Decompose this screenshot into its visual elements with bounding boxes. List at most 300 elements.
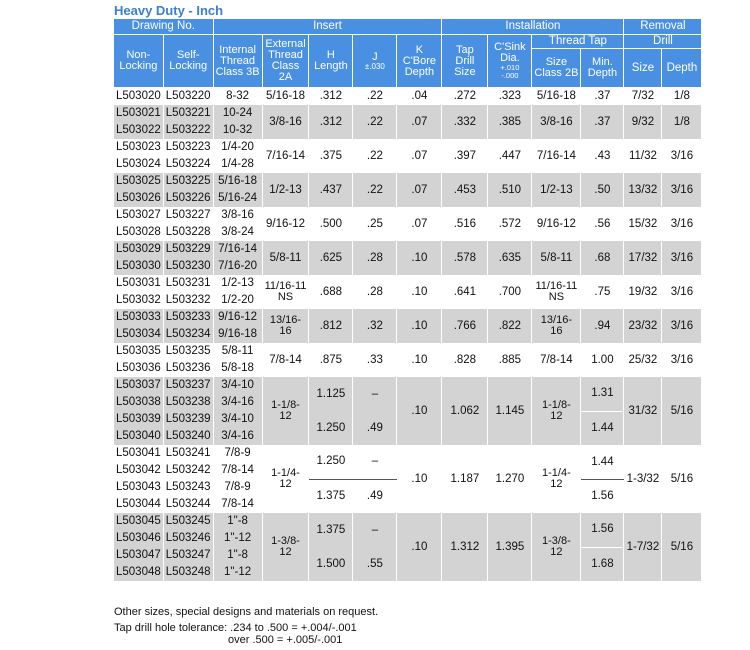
cell-self-locking: L503223 [163, 139, 213, 156]
cell-drill-depth: 5/16 [662, 377, 702, 445]
header-j [353, 35, 397, 88]
cell-text: Depth [404, 65, 435, 78]
cell-self-locking: L503238 [163, 394, 213, 411]
cell-min-depth: 1.00 [581, 343, 624, 377]
cell-self-locking: L503234 [163, 326, 213, 343]
cell-csink-dia: 1.270 [488, 445, 532, 513]
cell-h-length: .688 [309, 275, 353, 309]
cell-self-locking: L503239 [163, 411, 213, 428]
cell-self-locking: L503220 [163, 88, 213, 106]
cell-non-locking: L503023 [114, 139, 164, 156]
cell-internal-thread: 3/8-24 [213, 224, 262, 241]
table-row [114, 513, 702, 530]
cell-internal-thread: 7/16-14 [213, 241, 262, 258]
cell-text: 16 [279, 325, 292, 337]
cell-text: Tap [456, 43, 474, 56]
cell-h-length: .312 [309, 105, 353, 139]
cell-text: External [265, 38, 306, 50]
cell-k-depth: .10 [397, 275, 442, 309]
cell-k-depth: .07 [397, 105, 442, 139]
cell-self-locking: L503235 [163, 343, 213, 360]
cell-min-depth: .68 [581, 241, 624, 275]
cell-text: 16 [550, 325, 563, 337]
cell-self-locking: L503242 [163, 462, 213, 479]
cell-text: Self- [176, 49, 200, 61]
cell-min-depth: .94 [581, 309, 624, 343]
table-row [114, 377, 702, 394]
cell-h-length: .875 [309, 343, 353, 377]
cell-text: 1-3/8- [271, 535, 300, 547]
cell-csink-dia: .385 [488, 105, 532, 139]
cell-min-depth: 1.31 [581, 377, 624, 411]
cell-drill-depth: 3/16 [662, 275, 702, 309]
cell-j-value: .49 [353, 479, 397, 513]
cell-text: 12 [279, 478, 292, 490]
cell-non-locking: L503043 [114, 479, 164, 496]
cell-drill-depth: 3/16 [662, 139, 702, 173]
cell-j-value: .22 [353, 105, 397, 139]
cell-min-depth: .37 [581, 105, 624, 139]
table-row [114, 88, 702, 106]
cell-non-locking: L503029 [114, 241, 164, 258]
cell-j-value: – [353, 377, 397, 411]
header-removal: Removal [624, 19, 702, 35]
cell-text: 1-1/8- [542, 399, 571, 411]
cell-self-locking: L503222 [163, 122, 213, 139]
cell-internal-thread: 1"-8 [213, 547, 262, 564]
cell-self-locking: L503232 [163, 292, 213, 309]
cell-non-locking: L503034 [114, 326, 164, 343]
cell-text: Depth [587, 67, 618, 79]
cell-internal-thread: 5/8-11 [213, 343, 262, 360]
cell-min-depth: 1.56 [581, 513, 624, 547]
cell-external-thread [262, 309, 309, 343]
cell-min-depth: .43 [581, 139, 624, 173]
cell-external-thread [262, 275, 309, 309]
header-thread-tap: Thread Tap [532, 35, 624, 49]
cell-tap-size: 9/16-12 [532, 207, 581, 241]
cell-tap-size: 5/16-18 [532, 88, 581, 106]
cell-h-length: 1.375 [309, 513, 353, 547]
cell-j-value: .33 [353, 343, 397, 377]
cell-j-value: .22 [353, 173, 397, 207]
cell-non-locking: L503025 [114, 173, 164, 190]
cell-text: C'Sink [494, 41, 526, 53]
cell-self-locking: L503244 [163, 496, 213, 513]
cell-non-locking: L503039 [114, 411, 164, 428]
cell-non-locking: L503045 [114, 513, 164, 530]
cell-text: Drill [455, 54, 475, 67]
cell-internal-thread: 1/2-13 [213, 275, 262, 292]
footnote-tolerance-over: over .500 = +.005/-.001 [228, 634, 343, 646]
cell-drill-size: 15/32 [624, 207, 662, 241]
cell-text: Locking [119, 60, 158, 72]
cell-csink-dia: .510 [488, 173, 532, 207]
cell-drill-depth: 1/8 [662, 105, 702, 139]
cell-internal-thread: 8-32 [213, 88, 262, 106]
cell-text: 1-1/4- [271, 467, 300, 479]
header-drill: Drill [624, 35, 702, 49]
cell-tap-drill-size: .332 [442, 105, 488, 139]
cell-external-thread: 7/16-14 [262, 139, 309, 173]
cell-csink-dia: .572 [488, 207, 532, 241]
cell-external-thread [262, 377, 309, 445]
cell-self-locking: L503224 [163, 156, 213, 173]
cell-text: 12 [279, 410, 292, 422]
cell-internal-thread: 3/8-16 [213, 207, 262, 224]
cell-h-length: .375 [309, 139, 353, 173]
cell-j-value: .22 [353, 88, 397, 106]
cell-self-locking: L503243 [163, 479, 213, 496]
cell-text: 13/16- [540, 314, 572, 326]
cell-text: Class [271, 60, 300, 72]
cell-drill-size: 9/32 [624, 105, 662, 139]
cell-non-locking: L503033 [114, 309, 164, 326]
cell-tap-drill-size: .578 [442, 241, 488, 275]
cell-external-thread: 5/8-11 [262, 241, 309, 275]
cell-text: NS [548, 291, 565, 303]
cell-non-locking: L503024 [114, 156, 164, 173]
cell-external-thread: 1/2-13 [262, 173, 309, 207]
cell-text: C'Bore [402, 54, 437, 67]
cell-internal-thread: 3/4-10 [213, 411, 262, 428]
cell-tap-size: 7/8-14 [532, 343, 581, 377]
cell-internal-thread: 5/16-24 [213, 190, 262, 207]
header-drill-depth: Depth [662, 49, 702, 88]
cell-non-locking: L503038 [114, 394, 164, 411]
cell-drill-depth: 3/16 [662, 309, 702, 343]
cell-j-value: .25 [353, 207, 397, 241]
footnote-sizes: Other sizes, special designs and materials on request. [114, 606, 379, 618]
cell-text: Class 2B [534, 67, 579, 79]
cell-non-locking: L503020 [114, 88, 164, 106]
cell-text: Size [545, 56, 568, 68]
cell-internal-thread: 7/8-14 [213, 496, 262, 513]
cell-tap-size [532, 377, 581, 445]
cell-internal-thread: 7/8-14 [213, 462, 262, 479]
header-h-length [309, 35, 353, 88]
table-row [114, 275, 702, 292]
cell-h-length: 1.250 [309, 445, 353, 479]
cell-self-locking: L503247 [163, 547, 213, 564]
cell-self-locking: L503240 [163, 428, 213, 445]
header-internal-thread [213, 35, 262, 88]
cell-k-depth: .10 [397, 309, 442, 343]
footnote-tolerance: Tap drill hole tolerance: .234 to .500 = +.004/-.001 [114, 622, 357, 634]
cell-text: K [415, 43, 424, 56]
cell-text: 12 [279, 546, 292, 558]
cell-internal-thread: 1/4-28 [213, 156, 262, 173]
cell-tap-drill-size: .516 [442, 207, 488, 241]
cell-non-locking: L503036 [114, 360, 164, 377]
cell-self-locking: L503226 [163, 190, 213, 207]
header-insert: Insert [213, 19, 442, 35]
cell-internal-thread: 1/2-20 [213, 292, 262, 309]
cell-text: -.000 [501, 71, 519, 80]
cell-non-locking: L503041 [114, 445, 164, 462]
cell-text: Internal [219, 43, 256, 56]
table-row [114, 139, 702, 156]
cell-k-depth: .10 [397, 241, 442, 275]
cell-drill-depth: 3/16 [662, 173, 702, 207]
cell-non-locking: L503027 [114, 207, 164, 224]
cell-non-locking: L503026 [114, 190, 164, 207]
cell-tap-drill-size: 1.187 [442, 445, 488, 513]
cell-external-thread: 7/8-14 [262, 343, 309, 377]
cell-csink-dia: .700 [488, 275, 532, 309]
table-row [114, 207, 702, 224]
cell-tap-drill-size: .641 [442, 275, 488, 309]
cell-internal-thread: 7/16-20 [213, 258, 262, 275]
cell-non-locking: L503030 [114, 258, 164, 275]
cell-drill-depth: 3/16 [662, 207, 702, 241]
cell-h-length: 1.500 [309, 547, 353, 581]
cell-tap-size: 1/2-13 [532, 173, 581, 207]
cell-j-value: – [353, 513, 397, 547]
cell-csink-dia: .323 [488, 88, 532, 106]
cell-self-locking: L503245 [163, 513, 213, 530]
cell-text: Dia. [500, 52, 520, 64]
cell-j-value: .32 [353, 309, 397, 343]
cell-text: Min. [592, 56, 613, 68]
cell-drill-size: 7/32 [624, 88, 662, 106]
cell-non-locking: L503021 [114, 105, 164, 122]
cell-self-locking: L503248 [163, 564, 213, 581]
cell-internal-thread: 1"-8 [213, 513, 262, 530]
cell-j-value: .28 [353, 275, 397, 309]
cell-min-depth: .75 [581, 275, 624, 309]
cell-non-locking: L503044 [114, 496, 164, 513]
cell-j-value: – [353, 445, 397, 479]
cell-internal-thread: 3/4-16 [213, 428, 262, 445]
cell-text: 2A [278, 71, 293, 83]
cell-text: Length [314, 60, 348, 72]
cell-drill-size: 31/32 [624, 377, 662, 445]
header-non-locking [114, 35, 164, 88]
cell-text: ±.030 [364, 61, 385, 71]
cell-external-thread: 5/16-18 [262, 88, 309, 106]
table-row [114, 173, 702, 190]
cell-drill-size: 19/32 [624, 275, 662, 309]
cell-j-value: .55 [353, 547, 397, 581]
page-title: Heavy Duty - Inch [114, 3, 224, 18]
cell-csink-dia: 1.145 [488, 377, 532, 445]
cell-internal-thread: 1/4-20 [213, 139, 262, 156]
cell-drill-depth: 5/16 [662, 445, 702, 513]
cell-min-depth: 1.44 [581, 411, 624, 445]
cell-internal-thread: 1"-12 [213, 564, 262, 581]
cell-non-locking: L503035 [114, 343, 164, 360]
cell-tap-drill-size: .766 [442, 309, 488, 343]
cell-self-locking: L503231 [163, 275, 213, 292]
cell-non-locking: L503042 [114, 462, 164, 479]
cell-k-depth: .10 [397, 513, 442, 581]
cell-csink-dia: 1.395 [488, 513, 532, 581]
header-k-cbore-depth [397, 35, 442, 88]
header-min-depth [581, 49, 624, 88]
cell-text: Size [454, 65, 476, 78]
cell-h-length: .812 [309, 309, 353, 343]
cell-text: 1-3/8- [542, 535, 571, 547]
header-external-thread [262, 35, 309, 88]
cell-drill-size: 11/32 [624, 139, 662, 173]
cell-tap-drill-size: .828 [442, 343, 488, 377]
cell-k-depth: .10 [397, 445, 442, 513]
table-row [114, 309, 702, 326]
cell-min-depth: .56 [581, 207, 624, 241]
cell-k-depth: .04 [397, 88, 442, 106]
cell-tap-drill-size: .397 [442, 139, 488, 173]
header-tap-size [532, 49, 581, 88]
cell-self-locking: L503221 [163, 105, 213, 122]
cell-min-depth: .50 [581, 173, 624, 207]
cell-external-thread [262, 445, 309, 513]
cell-text: 1-1/8- [271, 399, 300, 411]
cell-text: Non- [126, 49, 151, 61]
cell-tap-size: 7/16-14 [532, 139, 581, 173]
cell-k-depth: .10 [397, 343, 442, 377]
cell-drill-depth: 1/8 [662, 88, 702, 106]
table-row [114, 445, 702, 462]
cell-min-depth: 1.68 [581, 547, 624, 581]
cell-self-locking: L503227 [163, 207, 213, 224]
cell-tap-size [532, 309, 581, 343]
cell-text: 12 [550, 410, 563, 422]
cell-h-length: .625 [309, 241, 353, 275]
cell-self-locking: L503229 [163, 241, 213, 258]
cell-k-depth: .07 [397, 173, 442, 207]
cell-csink-dia: .635 [488, 241, 532, 275]
header-drill-size: Size [624, 49, 662, 88]
cell-k-depth: .07 [397, 139, 442, 173]
cell-h-length: 1.375 [309, 479, 353, 513]
cell-non-locking: L503031 [114, 275, 164, 292]
cell-internal-thread: 5/16-18 [213, 173, 262, 190]
cell-self-locking: L503236 [163, 360, 213, 377]
cell-tap-drill-size: 1.062 [442, 377, 488, 445]
cell-text: 1-1/4- [542, 467, 571, 479]
header-self-locking [163, 35, 213, 88]
cell-text: H [326, 49, 335, 61]
cell-text: 11/16-11 [264, 280, 307, 292]
cell-text: 12 [550, 546, 563, 558]
cell-internal-thread: 3/4-16 [213, 394, 262, 411]
cell-drill-depth: 3/16 [662, 241, 702, 275]
cell-non-locking: L503047 [114, 547, 164, 564]
cell-h-length: 1.250 [309, 411, 353, 445]
cell-non-locking: L503032 [114, 292, 164, 309]
cell-text: Thread [220, 54, 255, 67]
table-row [114, 343, 702, 360]
cell-tap-size [532, 513, 581, 581]
cell-drill-size: 17/32 [624, 241, 662, 275]
cell-tap-drill-size: .272 [442, 88, 488, 106]
cell-internal-thread: 5/8-18 [213, 360, 262, 377]
cell-h-length: .312 [309, 88, 353, 106]
spec-table [113, 19, 702, 582]
cell-j-value: .28 [353, 241, 397, 275]
cell-internal-thread: 9/16-12 [213, 309, 262, 326]
header-tap-drill-size [442, 35, 488, 88]
header-csink-dia [488, 35, 532, 88]
header-drawing-no: Drawing No. [114, 19, 214, 35]
cell-csink-dia: .447 [488, 139, 532, 173]
cell-non-locking: L503022 [114, 122, 164, 139]
cell-drill-size: 25/32 [624, 343, 662, 377]
cell-text: J [372, 50, 378, 63]
cell-text: Thread [268, 49, 303, 61]
cell-internal-thread: 10-24 [213, 105, 262, 122]
cell-non-locking: L503040 [114, 428, 164, 445]
cell-external-thread: 9/16-12 [262, 207, 309, 241]
cell-h-length: 1.125 [309, 377, 353, 411]
cell-min-depth: 1.44 [581, 445, 624, 479]
cell-non-locking: L503028 [114, 224, 164, 241]
table-row [114, 241, 702, 258]
cell-text: 12 [550, 478, 563, 490]
cell-text: +.010 [500, 63, 520, 72]
cell-drill-depth: 5/16 [662, 513, 702, 581]
cell-drill-size: 1-3/32 [624, 445, 662, 513]
cell-drill-size: 13/32 [624, 173, 662, 207]
cell-self-locking: L503228 [163, 224, 213, 241]
cell-drill-size: 23/32 [624, 309, 662, 343]
cell-text: 13/16- [269, 314, 302, 326]
cell-tap-size: 5/8-11 [532, 241, 581, 275]
cell-j-value: .49 [353, 411, 397, 445]
cell-csink-dia: .822 [488, 309, 532, 343]
cell-csink-dia: .885 [488, 343, 532, 377]
cell-non-locking: L503046 [114, 530, 164, 547]
cell-internal-thread: 9/16-18 [213, 326, 262, 343]
cell-text: NS [277, 291, 294, 303]
cell-tap-size [532, 445, 581, 513]
cell-tap-drill-size: .453 [442, 173, 488, 207]
cell-tap-drill-size: 1.312 [442, 513, 488, 581]
cell-tap-size: 3/8-16 [532, 105, 581, 139]
cell-self-locking: L503237 [163, 377, 213, 394]
cell-self-locking: L503225 [163, 173, 213, 190]
cell-text: Class 3B [215, 65, 260, 78]
cell-h-length: .500 [309, 207, 353, 241]
cell-internal-thread: 7/8-9 [213, 445, 262, 462]
cell-text: 11/16-11 [535, 280, 578, 292]
cell-self-locking: L503233 [163, 309, 213, 326]
cell-self-locking: L503230 [163, 258, 213, 275]
cell-k-depth: .10 [397, 377, 442, 445]
cell-external-thread [262, 513, 309, 581]
cell-internal-thread: 7/8-9 [213, 479, 262, 496]
cell-h-length: .437 [309, 173, 353, 207]
cell-non-locking: L503037 [114, 377, 164, 394]
cell-internal-thread: 1"-12 [213, 530, 262, 547]
cell-non-locking: L503048 [114, 564, 164, 581]
cell-text: Locking [169, 60, 208, 72]
cell-drill-size: 1-7/32 [624, 513, 662, 581]
cell-self-locking: L503241 [163, 445, 213, 462]
cell-drill-depth: 3/16 [662, 343, 702, 377]
cell-j-value: .22 [353, 139, 397, 173]
header-installation: Installation [442, 19, 624, 35]
cell-internal-thread: 10-32 [213, 122, 262, 139]
cell-k-depth: .07 [397, 207, 442, 241]
cell-tap-size [532, 275, 581, 309]
cell-min-depth: 1.56 [581, 479, 624, 513]
cell-external-thread: 3/8-16 [262, 105, 309, 139]
cell-self-locking: L503246 [163, 530, 213, 547]
cell-internal-thread: 3/4-10 [213, 377, 262, 394]
table-row [114, 105, 702, 122]
